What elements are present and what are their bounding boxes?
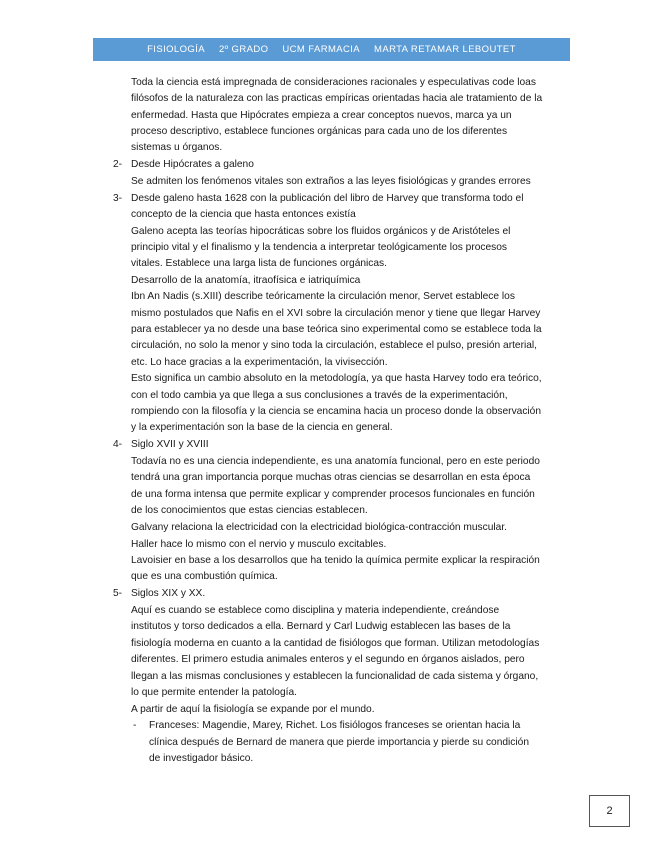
- paragraph-line: que es una combustión química.: [131, 571, 278, 582]
- paragraph-line: llegan a las mismas conclusiones y establecen la funcionalidad de cada sistema y órgano,: [131, 671, 539, 682]
- list-marker: 4-: [113, 439, 123, 450]
- paragraph-line: Toda la ciencia está impregnada de consideraciones racionales y especulativas code loas: [131, 77, 536, 88]
- header-grade: 2º GRADO: [218, 44, 269, 55]
- header-university: UCM FARMACIA: [282, 44, 361, 55]
- paragraph-line: diferentes. El primero estudia animales enteros y el segundo en órganos aislados, pero: [131, 654, 525, 665]
- paragraph-line: concepto de la ciencia que hasta entonces existía: [131, 209, 356, 220]
- paragraph-line: Lavoisier en base a los desarrollos que ha tenido la química permite explicar la respiración: [131, 555, 540, 566]
- paragraph-line: sistemas u órganos.: [131, 142, 223, 153]
- paragraph-line: circulación, no solo la menor y sino toda la circulación, establece el pulso, presión arterial,: [131, 340, 538, 351]
- paragraph-line: Se admiten los fenómenos vitales son extraños a las leyes fisiológicas y grandes errores: [131, 176, 531, 187]
- paragraph-line: de una forma intensa que permite explicar y comprender procesos funcionales en función: [131, 489, 535, 500]
- bullet-line: de investigador básico.: [149, 753, 254, 764]
- paragraph-line: proceso descriptivo, establece funciones orgánicas para cada uno de los diferentes: [131, 126, 508, 137]
- paragraph-line: mismo postulados que Nafis en el XVI sobre la circulación menor y tiene que llegar Harvey: [131, 308, 541, 319]
- paragraph-line: tendrá una gran importancia porque muchas otras ciencias se desarrollan en esta época: [131, 472, 531, 483]
- section-heading: Desde Hipócrates a galeno: [131, 159, 254, 170]
- paragraph-line: vitales. Establece una larga lista de funciones orgánicas.: [131, 258, 387, 269]
- page-header: [93, 38, 570, 61]
- paragraph-line: filósofos de la naturaleza con las practicas empíricas orientadas hacia ale tratamiento de la: [131, 93, 543, 104]
- section-heading: Desde galeno hasta 1628 con la publicación del libro de Harvey que transforma todo el: [131, 193, 524, 204]
- list-marker: -: [133, 720, 137, 731]
- paragraph-line: Esto significa un cambio absoluto en la metodología, ya que hasta Harvey todo era teórico,: [131, 373, 542, 384]
- list-marker: 3-: [113, 193, 123, 204]
- paragraph-line: Ibn An Nadis (s.XIII) describe teóricamente la circulación menor, Servet establece los: [131, 291, 515, 302]
- paragraph-line: de los conocimientos que estas ciencias establecen.: [131, 505, 368, 516]
- paragraph-line: rompiendo con la filosofía y la ciencia se encamina hacia un proceso donde la observación: [131, 406, 542, 417]
- section-heading: Siglos XIX y XX.: [131, 588, 206, 599]
- paragraph-line: fisiología moderna en cuanto a la cantidad de fisiólogos que forman. Utilizan metodologías: [131, 638, 540, 649]
- paragraph-line: para establecer ya no desde una base teórica sino experimental como se establece toda la: [131, 324, 542, 335]
- bullet-line: clínica después de Bernard de manera que pierde importancia y pierde su condición: [149, 737, 529, 748]
- paragraph-line: con el todo cambia ya que llega a sus conclusiones a través de la experimentación,: [131, 390, 508, 401]
- paragraph-line: Galeno acepta las teorías hipocráticas sobre los fluidos orgánicos y de Aristóteles el: [131, 226, 511, 237]
- paragraph-line: lo que permite entender la patología.: [131, 687, 297, 698]
- section-heading: Siglo XVII y XVIII: [131, 439, 209, 450]
- paragraph-line: enfermedad. Hasta que Hipócrates empieza a crear conceptos nuevos, marca ya un: [131, 110, 512, 121]
- paragraph-line: A partir de aquí la fisiología se expande por el mundo.: [131, 704, 375, 715]
- paragraph-line: y la experimentación son la base de la ciencia en general.: [131, 422, 393, 433]
- paragraph-line: Galvany relaciona la electricidad con la electricidad biológica-contracción muscular.: [131, 522, 507, 533]
- paragraph-line: Aquí es cuando se establece como disciplina y materia independiente, creándose: [131, 605, 500, 616]
- bullet-line: Franceses: Magendie, Marey, Richet. Los fisiólogos franceses se orientan hacia la: [149, 720, 521, 731]
- paragraph-line: Haller hace lo mismo con el nervio y musculo excitables.: [131, 539, 387, 550]
- list-marker: 5-: [113, 588, 123, 599]
- paragraph-line: Todavía no es una ciencia independiente, es una anatomía funcional, pero en este periodo: [131, 456, 540, 467]
- paragraph-line: principio vital y el finalismo y la tendencia a interpretar teológicamente los procesos: [131, 242, 507, 253]
- list-marker: 2-: [113, 159, 123, 170]
- header-author: MARTA RETAMAR LEBOUTET: [374, 44, 516, 55]
- paragraph-line: etc. Lo hace gracias a la experimentación, la vivisección.: [131, 357, 388, 368]
- page-number: 2: [589, 795, 630, 827]
- paragraph-line: institutos y torso dedicados a ella. Bernard y Carl Ludwig establecen las bases de la: [131, 621, 511, 632]
- paragraph-line: Desarrollo de la anatomía, itraofísica e iatriquímica: [131, 275, 361, 286]
- header-subject: FISIOLOGÍA: [147, 44, 205, 55]
